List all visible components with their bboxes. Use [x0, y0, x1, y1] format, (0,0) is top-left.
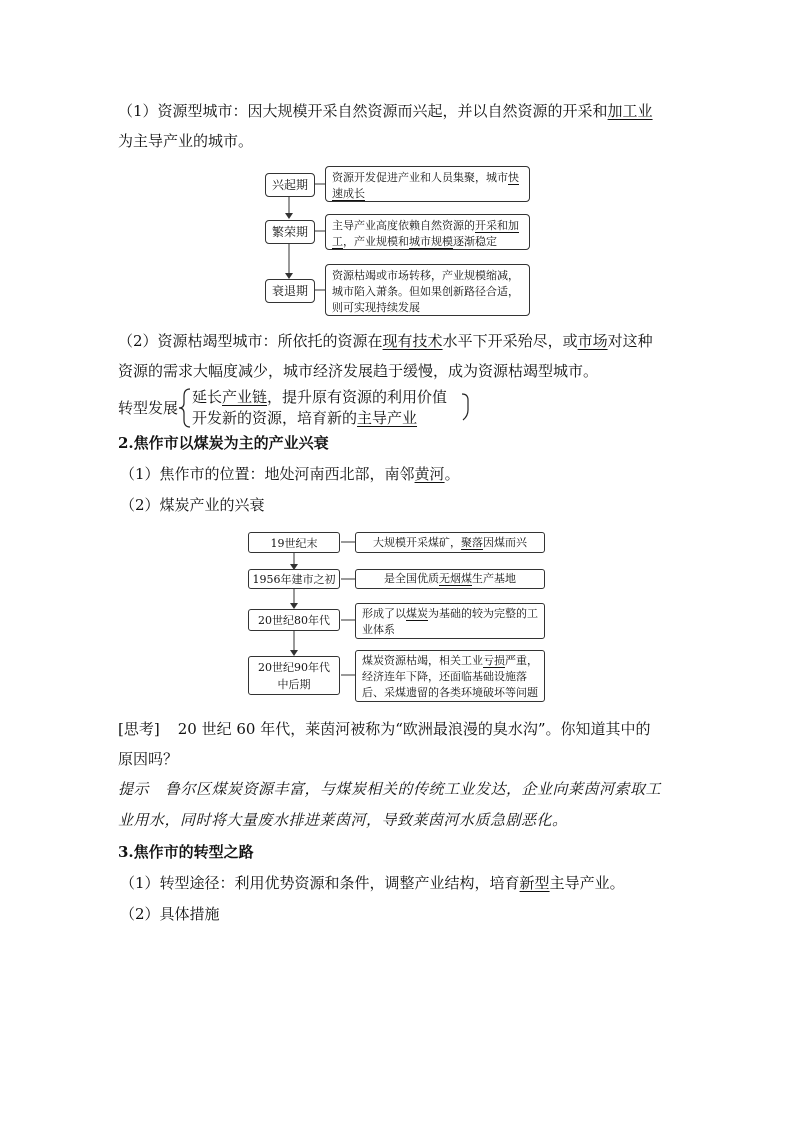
desc-1980s: [355, 603, 545, 639]
hint-label: 提示: [118, 780, 150, 798]
text: 因煤而兴: [483, 536, 527, 549]
stage-rise: 兴起期: [265, 173, 315, 197]
resource-city-definition-line2: 为主导产业的城市。: [118, 132, 254, 150]
underlined-answer: 主导产业: [357, 409, 418, 427]
text: 水平下开采殆尽，或: [442, 332, 578, 350]
stage-prosperity: 繁荣期: [265, 220, 315, 244]
text: 中后期: [277, 678, 311, 691]
text: 主导产业高度依赖自然资源的: [332, 219, 475, 232]
transformation-development: [118, 386, 478, 430]
text: 鲁尔区煤炭资源丰富，与煤炭相关的传统工业发达，企业向莱茵河索取工: [165, 780, 662, 798]
underlined-answer: 快速成长: [332, 171, 519, 200]
text: 20世纪90年代: [258, 661, 330, 674]
text: 对这种: [607, 332, 653, 350]
hint-line1: [118, 778, 661, 800]
text: （1）转型途径：利用优势资源和条件，调整产业结构，培育: [120, 874, 520, 892]
jiaozuo-location: [120, 463, 460, 485]
section-heading-2: 2.焦作市以煤炭为主的产业兴衰: [118, 434, 329, 452]
think-label: [思考]: [118, 720, 160, 738]
underlined-answer: 现有技术: [382, 332, 443, 350]
text: ，提升原有资源的利用价值: [267, 388, 448, 406]
underlined-answer: 产业链: [222, 388, 268, 406]
rise-description: [325, 166, 530, 202]
underlined-answer: 无烟煤: [439, 572, 472, 585]
text: 形成了以: [362, 607, 406, 620]
coal-industry-timeline-diagram: [245, 528, 555, 703]
underlined-answer: 黄河: [414, 465, 445, 483]
underlined-answer: 市场: [577, 332, 608, 350]
text: 煤炭资源枯竭，相关工业: [362, 654, 483, 667]
section-heading-3: 3.焦作市的转型之路: [118, 843, 254, 861]
text: 资源开发促进产业和人员集聚，城市: [332, 171, 508, 184]
transformation-label: 转型发展: [118, 399, 179, 417]
desc-19th-century-end: [355, 532, 545, 553]
underlined-answer: 聚落: [461, 536, 483, 549]
text: （1）焦作市的位置：地处河南西北部，南邻: [120, 465, 415, 483]
prosperity-description: [325, 214, 530, 250]
coal-industry-title: （2）煤炭产业的兴衰: [120, 496, 265, 514]
stage-1980s: 20世纪80年代: [248, 609, 340, 631]
think-question-line1: [118, 718, 651, 740]
text: 开发新的资源，培育新的: [192, 409, 358, 427]
text: （1）资源型城市：因大规模开采自然资源而兴起，并以自然资源的开采和: [118, 102, 608, 120]
depleted-city-definition-line2: 资源的需求大幅度减少，城市经济发展趋于缓慢，成为资源枯竭型城市。: [118, 362, 599, 380]
stage-1956-founding: 1956年建市之初: [248, 569, 340, 589]
underlined-answer: 开采和加工: [332, 219, 519, 248]
desc-1956-founding: [355, 569, 545, 589]
underlined-answer: 新型: [519, 874, 550, 892]
text: ，产业规模和: [343, 235, 409, 248]
transformation-item-2: [192, 407, 417, 429]
stage-1990s-mid-late: [248, 656, 340, 695]
specific-measures-title: （2）具体措施: [120, 905, 220, 923]
resource-city-lifecycle-diagram: [255, 162, 545, 322]
depleted-city-definition-line1: [118, 330, 653, 352]
text: 逐渐稳定: [453, 235, 497, 248]
text: 主导产业。: [549, 874, 625, 892]
text: 是全国优质: [384, 572, 439, 585]
transformation-item-1: [192, 386, 447, 408]
text: 延长: [192, 388, 223, 406]
underlined-answer: 城市规模: [409, 235, 453, 248]
text: 20 世纪 60 年代，莱茵河被称为“欧洲最浪漫的臭水沟”。你知道其中的: [177, 720, 651, 738]
think-question-line2: 原因吗？: [118, 750, 179, 768]
decline-description: 资源枯竭或市场转移，产业规模缩减，城市陷入萧条。但如果创新路径合适，则可实现持续发展: [325, 264, 530, 316]
text: 为基础的较为完整的工业体系: [362, 607, 538, 636]
desc-1990s-mid-late: [355, 650, 545, 702]
text: 生产基地: [472, 572, 516, 585]
text: 大规模开采煤矿，: [373, 536, 461, 549]
text: 严重，经济连年下降，还面临基础设施落后、采煤遗留的各类环境破坏等问题: [362, 654, 538, 699]
stage-19th-century-end: 19世纪末: [248, 532, 340, 553]
underlined-answer: 煤炭: [406, 607, 428, 620]
underlined-answer: 加工业: [607, 102, 653, 120]
hint-line2: 业用水，同时将大量废水排进莱茵河，导致莱茵河水质急剧恶化。: [118, 811, 568, 829]
text: （2）资源枯竭型城市：所依托的资源在: [118, 332, 383, 350]
transformation-path: [120, 872, 625, 894]
stage-decline: 衰退期: [265, 279, 315, 303]
text: 。: [444, 465, 460, 483]
underlined-answer: 亏损: [483, 654, 505, 667]
resource-city-definition-line1: [118, 100, 653, 122]
